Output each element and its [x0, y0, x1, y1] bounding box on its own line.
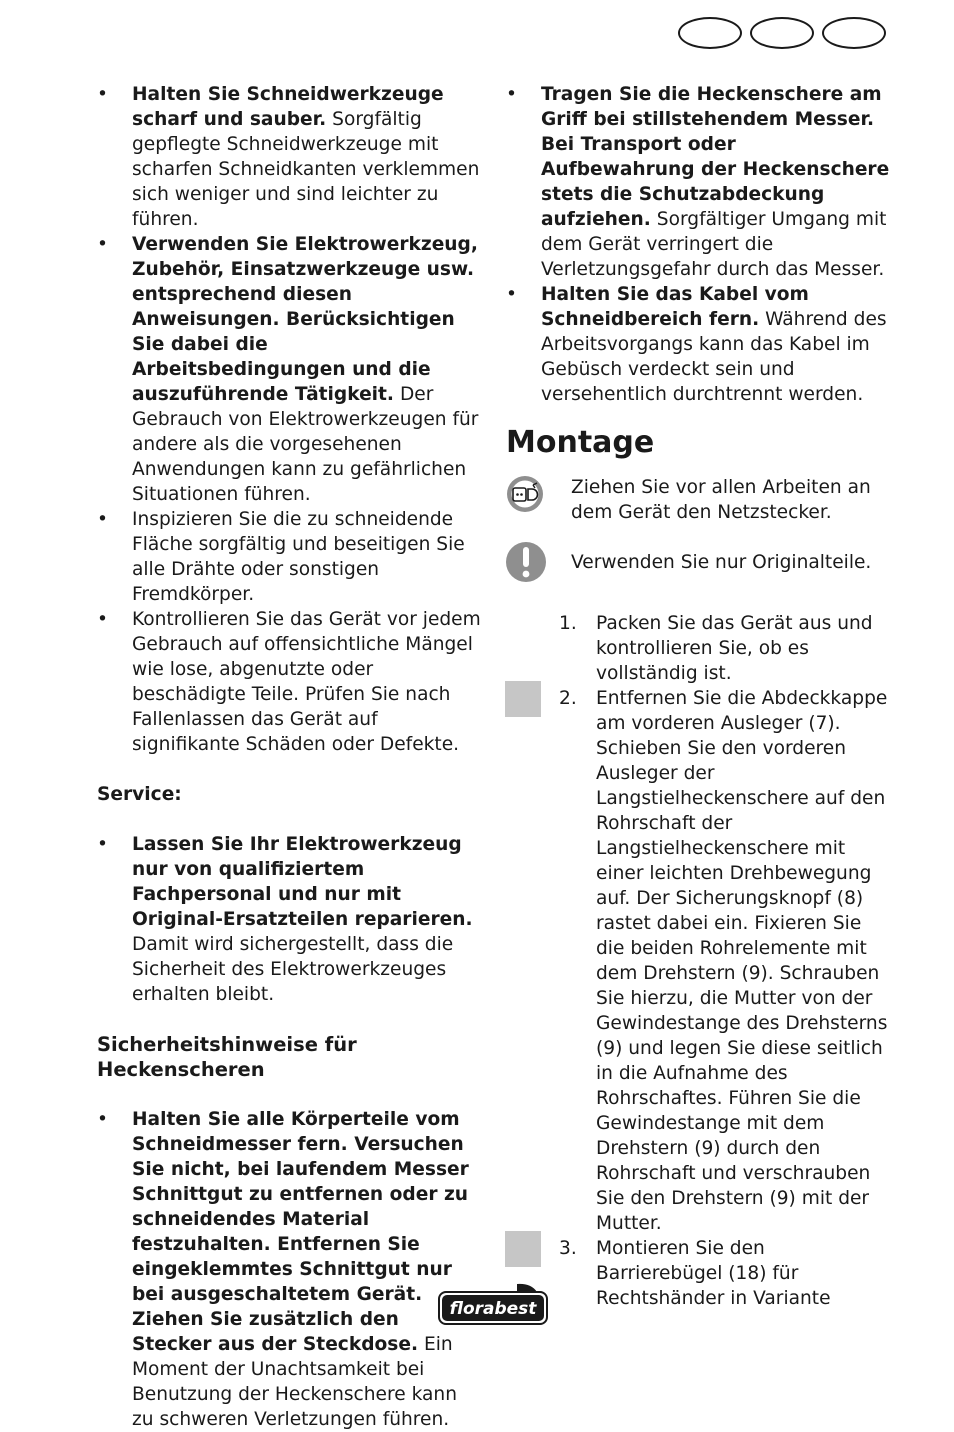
list-item [97, 832, 482, 1007]
notice-original-parts [506, 550, 891, 586]
left-column [97, 82, 482, 1432]
figure-marker [505, 1231, 541, 1267]
bullet-text: Damit wird sichergestellt, dass die Sicherheit des Elektrowerkzeuges erhalten bleibt. [132, 934, 454, 1005]
list-item [97, 1107, 482, 1432]
bullet-text: Ein Moment der Unachtsamkeit bei Benutzung der Heckenschere kann zu schweren Verletzungen führen. [132, 1334, 457, 1430]
bullet-bold-text: Verwenden Sie Elektrowerkzeug, Zubehör, Einsatzwerkzeuge usw. entsprechend diesen Anweisungen. Berücksichtigen Sie dabei die Arbeitsbedingungen und die auszuführende Tätigkeit. [132, 234, 478, 405]
florabest-logo [437, 1282, 549, 1335]
logo-text: florabest [449, 1299, 537, 1319]
list-item [506, 611, 891, 686]
language-oval-2 [750, 17, 814, 49]
step-text: Entfernen Sie die Abdeckkappe am vorderen Ausleger (7). Schieben Sie den vorderen Ausleger der Langstielheckenschere auf den Rohrschaft der Langstielheckenschere mit einer leichten Drehbewegung auf. Der Sicherungsknopf (8) rastet dabei ein. Fixieren Sie die beiden Rohrelemente mit dem Drehstern (9). Schrauben Sie hierzu, die Mutter von der Gewindestange des Drehsterns (9) und legen Sie diese seitlich in die Aufnahme des Rohrschaftes. Führen Sie die Gewindestange mit dem Drehstern (9) durch den Rohrschaft und verschrauben Sie den Drehstern (9) mit der Mutter. [596, 688, 888, 1234]
unplug-icon [506, 475, 544, 513]
notice-unplug [506, 475, 891, 525]
bullet-text: Der Gebrauch von Elektrowerkzeugen für andere als die vorgesehenen Anwendungen kann zu gefährlichen Situationen führen. [132, 384, 479, 505]
bullet-text: Während des Arbeitsvorgangs kann das Kabel im Gebüsch verdeckt sein und versehentlich durchtrennt werden. [541, 309, 887, 405]
list-item [506, 1236, 891, 1311]
list-item [506, 282, 891, 407]
bullet-bold-text: Halten Sie Schneidwerkzeuge scharf und sauber. [132, 84, 444, 130]
list-item [97, 82, 482, 232]
list-item [506, 82, 891, 282]
bullet-text: Inspizieren Sie die zu schneidende Fläche sorgfältig und beseitigen Sie alle Drähte oder sonstigen Fremdkörper. [132, 509, 465, 605]
language-oval-1 [678, 17, 742, 49]
bullet-text: Kontrollieren Sie das Gerät vor jedem Gebrauch auf offensichtliche Mängel wie lose, abgenutzte oder beschädigte Teile. Prüfen Sie nach Fallenlassen das Gerät auf signifikante Schäden oder Defekte. [132, 609, 481, 755]
step-number: 2. [559, 688, 577, 709]
list-item [97, 232, 482, 507]
exclamation-icon [506, 538, 546, 586]
step-text: Packen Sie das Gerät aus und kontrollieren Sie, ob es vollständig ist. [596, 613, 873, 684]
service-heading: Service: [97, 784, 182, 805]
language-oval-3 [822, 17, 886, 49]
list-item [97, 607, 482, 757]
bullet-bold-text: Halten Sie das Kabel vom Schneidbereich fern. [541, 284, 809, 330]
bullet-bold-text: Tragen Sie die Heckenschere am Griff bei stillstehendem Messer. Bei Transport oder Aufbewahrung der Heckenschere stets die Schutzabdeckung aufziehen. [541, 84, 890, 230]
bullet-text: Sorgfältiger Umgang mit dem Gerät verringert die Verletzungsgefahr durch das Messer. [541, 209, 887, 280]
right-column [506, 82, 891, 1311]
step-text: Montieren Sie den Barrierebügel (18) für Rechtshänder in Variante [596, 1238, 831, 1309]
notice-original-parts-text: Verwenden Sie nur Originalteile. [571, 552, 872, 573]
montage-heading: Montage [506, 425, 655, 460]
step-number: 1. [559, 613, 577, 634]
figure-marker [505, 681, 541, 717]
list-item [97, 507, 482, 607]
bullet-bold-text: Halten Sie alle Körperteile vom Schneidmesser fern. Versuchen Sie nicht, bei laufendem Messer Schnittgut zu entfernen oder zu schneidendes Material festzuhalten. Entfernen Sie eingeklemmtes Schnittgut nur bei ausgeschaltetem Gerät. Ziehen Sie zusätzlich den Stecker aus der Steckdose. [132, 1109, 469, 1355]
bullet-bold-text: Lassen Sie Ihr Elektrowerkzeug nur von qualifiziertem Fachpersonal und nur mit Original-Ersatzteilen reparieren. [132, 834, 473, 930]
step-number: 3. [559, 1238, 577, 1259]
list-item [506, 686, 891, 1236]
bullet-text: Sorgfältig gepflegte Schneidwerkzeuge mit scharfen Schneidkanten verklemmen sich weniger und sind leichter zu führen. [132, 109, 480, 230]
safety-heading: Sicherheitshinweise für Heckenscheren [97, 1033, 357, 1081]
notice-unplug-text: Ziehen Sie vor allen Arbeiten an dem Gerät den Netzstecker. [571, 477, 871, 523]
